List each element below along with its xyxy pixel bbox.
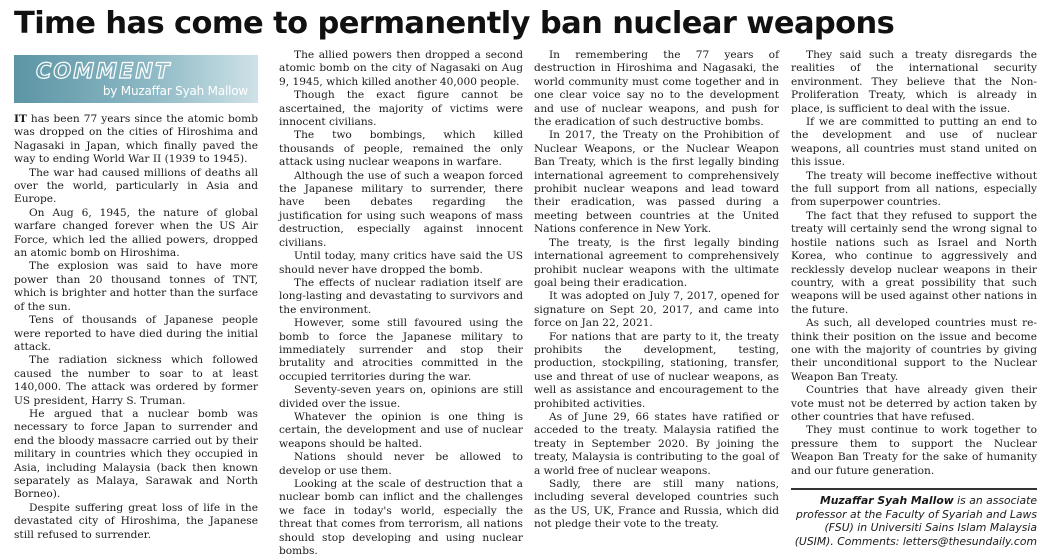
paragraph: As of June 29, 66 states have ratified or acceded to the treaty. Malaysia ratified the treaty in September 2020. By joining the treaty, Malaysia is contributing to the goal of a world free of nuclear weapons.	[534, 410, 779, 477]
article-column-3	[534, 49, 779, 532]
paragraph: Though the exact figure cannot be ascertained, the majority of victims were innocent civilians.	[279, 89, 523, 129]
paragraph: Countries that have already given their vote must not be deterred by action taken by other countries that have refused.	[791, 384, 1037, 423]
paragraph: Sadly, there are still many nations, including several developed countries such as the US, UK, France and Russia, which did not pledge their vote to the treaty.	[534, 478, 779, 531]
comment-banner	[14, 55, 258, 103]
author-bio	[791, 494, 1037, 548]
paragraph: Until today, many critics have said the US should never have dropped the bomb.	[279, 250, 523, 276]
paragraph: Whatever the opinion is one thing is certain, the development and use of nuclear weapons should be halted.	[279, 410, 523, 450]
paragraph: If we are committed to putting an end to the development and use of nuclear weapons, all countries must stand united on this issue.	[791, 116, 1037, 169]
bio-divider	[791, 488, 1037, 490]
paragraph: The treaty, is the first legally binding international agreement to comprehensively prohibit nuclear weapons with the ultimate goal being their eradication.	[534, 236, 779, 289]
paragraph: Despite suffering great loss of life in the devastated city of Hiroshima, the Japanese still refused to surrender.	[14, 501, 258, 541]
paragraph: The fact that they refused to support the treaty will certainly send the wrong signal to hostile nations such as Israel and North Korea, who continue to aggressively and recklessly develop nuclear weapons in their country, with a great possibility that such weapons will be used against other nations in the future.	[791, 209, 1037, 316]
paragraph: The war had caused millions of deaths all over the world, particularly in Asia and Europe.	[14, 166, 258, 206]
paragraph: In 2017, the Treaty on the Prohibition of Nuclear Weapons, or the Nuclear Weapon Ban Treaty, which is the first legally binding international agreement to comprehensively prohibit nuclear weapons and lead toward their eradication, was passed during a meeting between countries at the United Nations conference in New York.	[534, 129, 779, 236]
paragraph: The two bombings, which killed thousands of people, remained the only attack using nuclear weapons in warfare.	[279, 129, 523, 169]
paragraph: The allied powers then dropped a second atomic bomb on the city of Nagasaki on Aug 9, 1945, which killed another 40,000 people.	[279, 49, 523, 88]
author-bio-text: is an associate professor at the Faculty of Syariah and Laws (FSU) in Universiti Sains Islam Malaysia (USIM). Comments: letters@thesundaily.com	[794, 494, 1037, 548]
article-column-1	[14, 113, 258, 542]
paragraph: Tens of thousands of Japanese people were reported to have died during the initial attack.	[14, 314, 258, 353]
paragraph: It was adopted on July 7, 2017, opened for signature on Sept 20, 2017, and came into force on Jan 22, 2021.	[534, 290, 779, 330]
paragraph: As such, all developed countries must re-think their position on the issue and become one with the majority of countries by giving their unconditional support to the Nuclear Weapon Ban Treaty.	[791, 317, 1037, 383]
paragraph: In remembering the 77 years of destruction in Hiroshima and Nagasaki, the world community must come together and in one clear voice say no to the development and use of nuclear weapons, and push for the eradication of such destructive bombs.	[534, 49, 779, 129]
headline: Time has come to permanently ban nuclear weapons	[14, 6, 895, 41]
paragraph: Nations should never be allowed to develop or use them.	[279, 451, 523, 477]
paragraph: However, some still favoured using the bomb to force the Japanese military to immediately surrender and stop their brutality and atrocities committed in the occupied territories during the war.	[279, 317, 523, 383]
paragraph: The radiation sickness which followed caused the number to soar to at least 140,000. The attack was ordered by former US president, Harry S. Truman.	[14, 354, 258, 407]
paragraph-text: has been 77 years since the atomic bomb was dropped on the cities of Hiroshima and Nagasaki in Japan, which finally paved the way to ending World War II (1939 to 1945).	[14, 113, 258, 166]
article-column-4	[791, 49, 1037, 548]
paragraph: For nations that are party to it, the treaty prohibits the development, testing, production, stockpiling, stationing, transfer, use and threat of use of nuclear weapons, as well as assistance and encouragement to the prohibited activities.	[534, 330, 779, 410]
paragraph: He argued that a nuclear bomb was necessary to force Japan to surrender and end the bloody massacre carried out by their military in countries which they occupied in Asia, including Malaysia (back then known separately as Malaya, Sarawak and North Borneo).	[14, 407, 258, 501]
author-byline: by Muzaffar Syah Mallow	[102, 84, 248, 98]
lead-word: IT	[14, 113, 27, 125]
paragraph: They must continue to work together to pressure them to support the Nuclear Weapon Ban Treaty for the sake of humanity and our future generation.	[791, 424, 1037, 477]
paragraph	[14, 113, 258, 167]
paragraph: On Aug 6, 1945, the nature of global warfare changed forever when the US Air Force, which led the allied powers, dropped an atomic bomb on Hiroshima.	[14, 206, 258, 260]
paragraph: The explosion was said to have more power than 20 thousand tonnes of TNT, which is brighter and hotter than the surface of the sun.	[14, 260, 258, 313]
paragraph: The effects of nuclear radiation itself are long-lasting and devastating to survivors and the environment.	[279, 276, 523, 316]
comment-label: COMMENT	[36, 59, 172, 83]
paragraph: Although the use of such a weapon forced the Japanese military to surrender, there have been debates regarding the justification for using such weapons of mass destruction, especially against innocent civilians.	[279, 169, 523, 249]
article-column-2	[279, 49, 523, 558]
paragraph: The treaty will become ineffective without the full support from all nations, especially from superpower countries.	[791, 169, 1037, 209]
paragraph: They said such a treaty disregards the realities of the international security environment. They believe that the Non-Proliferation Treaty, which is already in place, is sufficient to deal with the issue.	[791, 49, 1037, 115]
paragraph: Seventy-seven years on, opinions are still divided over the issue.	[279, 384, 523, 410]
paragraph: Looking at the scale of destruction that a nuclear bomb can inflict and the challenges we face in today's world, especially the threat that comes from terrorism, all nations should stop developing and using nuclear bombs.	[279, 478, 523, 558]
author-name: Muzaffar Syah Mallow	[819, 494, 954, 507]
